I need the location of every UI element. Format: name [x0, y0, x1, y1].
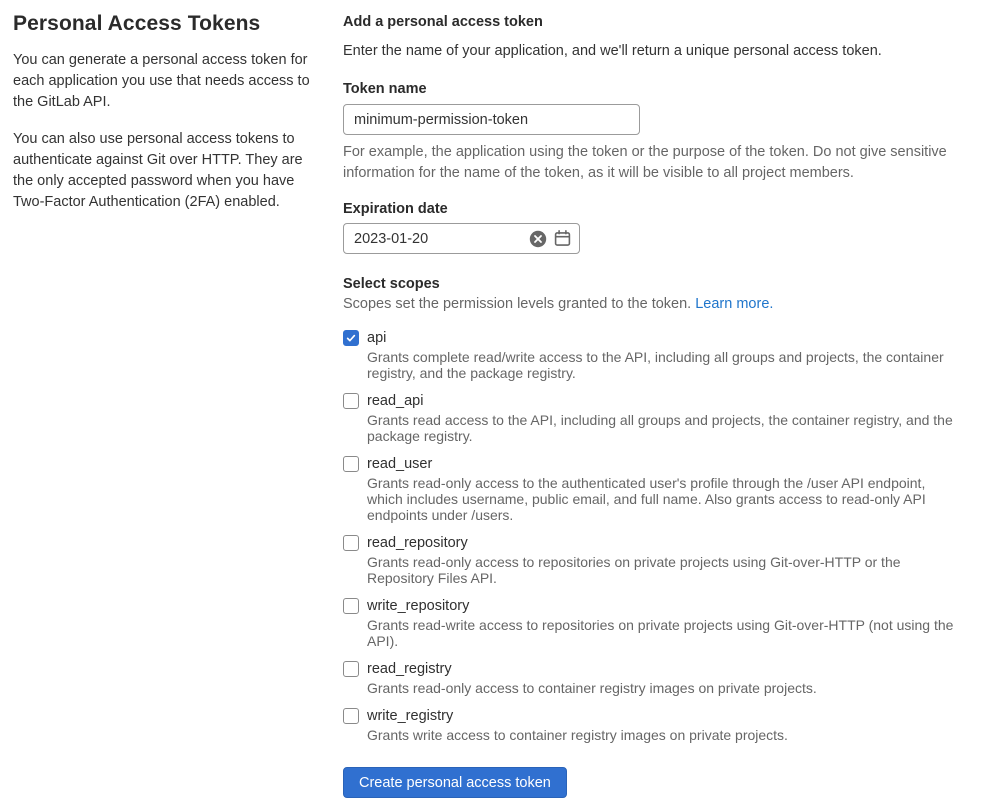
scope-head-write-repository [343, 596, 963, 616]
scope-head-api [343, 328, 963, 348]
add-token-form [343, 12, 963, 798]
scope-desc-read-registry: Grants read-only access to container registry images on private projects. [367, 680, 817, 696]
scope-name-read-api[interactable]: read_api [367, 393, 424, 409]
scope-row-read-api [343, 391, 963, 444]
scope-desc-write-repository: Grants read-write access to repositories on private projects using Git-over-HTTP (not using the API). [367, 617, 954, 649]
token-name-input[interactable] [343, 104, 640, 135]
checkbox-write-repository[interactable] [343, 598, 359, 614]
checkbox-read-api[interactable] [343, 393, 359, 409]
scope-desc-read-user: Grants read-only access to the authenticated user's profile through the /user API endpoint, which includes username, public email, and full name. Also grants access to read-only API endpoints under /users. [367, 475, 926, 523]
scope-name-api[interactable]: api [367, 330, 387, 346]
scope-head-read-registry [343, 659, 963, 679]
form-heading: Add a personal access token [343, 14, 543, 30]
clear-date-icon[interactable] [529, 230, 547, 248]
scope-desc-api: Grants complete read/write access to the API, including all groups and projects, the container registry, and the package registry. [367, 349, 944, 381]
scope-head-read-user [343, 454, 963, 474]
scope-list [343, 328, 963, 743]
checkbox-read-repository[interactable] [343, 535, 359, 551]
scope-head-read-repository [343, 533, 963, 553]
checkbox-write-registry[interactable] [343, 708, 359, 724]
scope-row-read-repository [343, 533, 963, 586]
scope-desc-write-registry: Grants write access to container registry images on private projects. [367, 727, 788, 743]
scope-row-write-registry [343, 706, 963, 743]
checkbox-read-registry[interactable] [343, 661, 359, 677]
date-input-icons [529, 223, 571, 254]
page-title: Personal Access Tokens [13, 12, 261, 35]
expiration-date-field [343, 223, 580, 254]
scope-name-read-registry[interactable]: read_registry [367, 661, 452, 677]
learn-more-link[interactable]: Learn more. [695, 296, 774, 312]
scope-row-write-repository [343, 596, 963, 649]
scope-row-api [343, 328, 963, 381]
sidebar-paragraph-1: You can generate a personal access token for each application you use that needs access to the GitLab API. [13, 52, 310, 110]
calendar-icon[interactable] [554, 230, 571, 247]
checkbox-read-user[interactable] [343, 456, 359, 472]
scope-name-read-user[interactable]: read_user [367, 456, 433, 472]
checkbox-api[interactable] [343, 330, 359, 346]
expiration-date-label: Expiration date [343, 201, 448, 217]
scope-desc-read-repository: Grants read-only access to repositories on private projects using Git-over-HTTP or the Repository Files API. [367, 554, 901, 586]
scope-name-read-repository[interactable]: read_repository [367, 535, 468, 551]
scopes-help [343, 294, 963, 315]
token-name-help: For example, the application using the token or the purpose of the token. Do not give sensitive information for the name of the token, as it will be visible to all project members. [343, 144, 947, 181]
sidebar-paragraph-2: You can also use personal access tokens to authenticate against Git over HTTP. They are the only accepted password when you have Two-Factor Authentication (2FA) enabled. [13, 131, 303, 210]
settings-section-description [13, 12, 313, 798]
scope-head-read-api [343, 391, 963, 411]
select-scopes-label: Select scopes [343, 276, 440, 292]
scope-row-read-user [343, 454, 963, 523]
scope-row-read-registry [343, 659, 963, 696]
create-token-button[interactable]: Create personal access token [343, 767, 567, 798]
token-name-label: Token name [343, 81, 427, 97]
scope-desc-read-api: Grants read access to the API, including all groups and projects, the container registry, and the package registry. [367, 412, 953, 444]
scope-name-write-registry[interactable]: write_registry [367, 708, 454, 724]
scopes-help-text: Scopes set the permission levels granted to the token. [343, 296, 692, 312]
scope-head-write-registry [343, 706, 963, 726]
form-intro: Enter the name of your application, and we'll return a unique personal access token. [343, 43, 882, 59]
scope-name-write-repository[interactable]: write_repository [367, 598, 470, 614]
